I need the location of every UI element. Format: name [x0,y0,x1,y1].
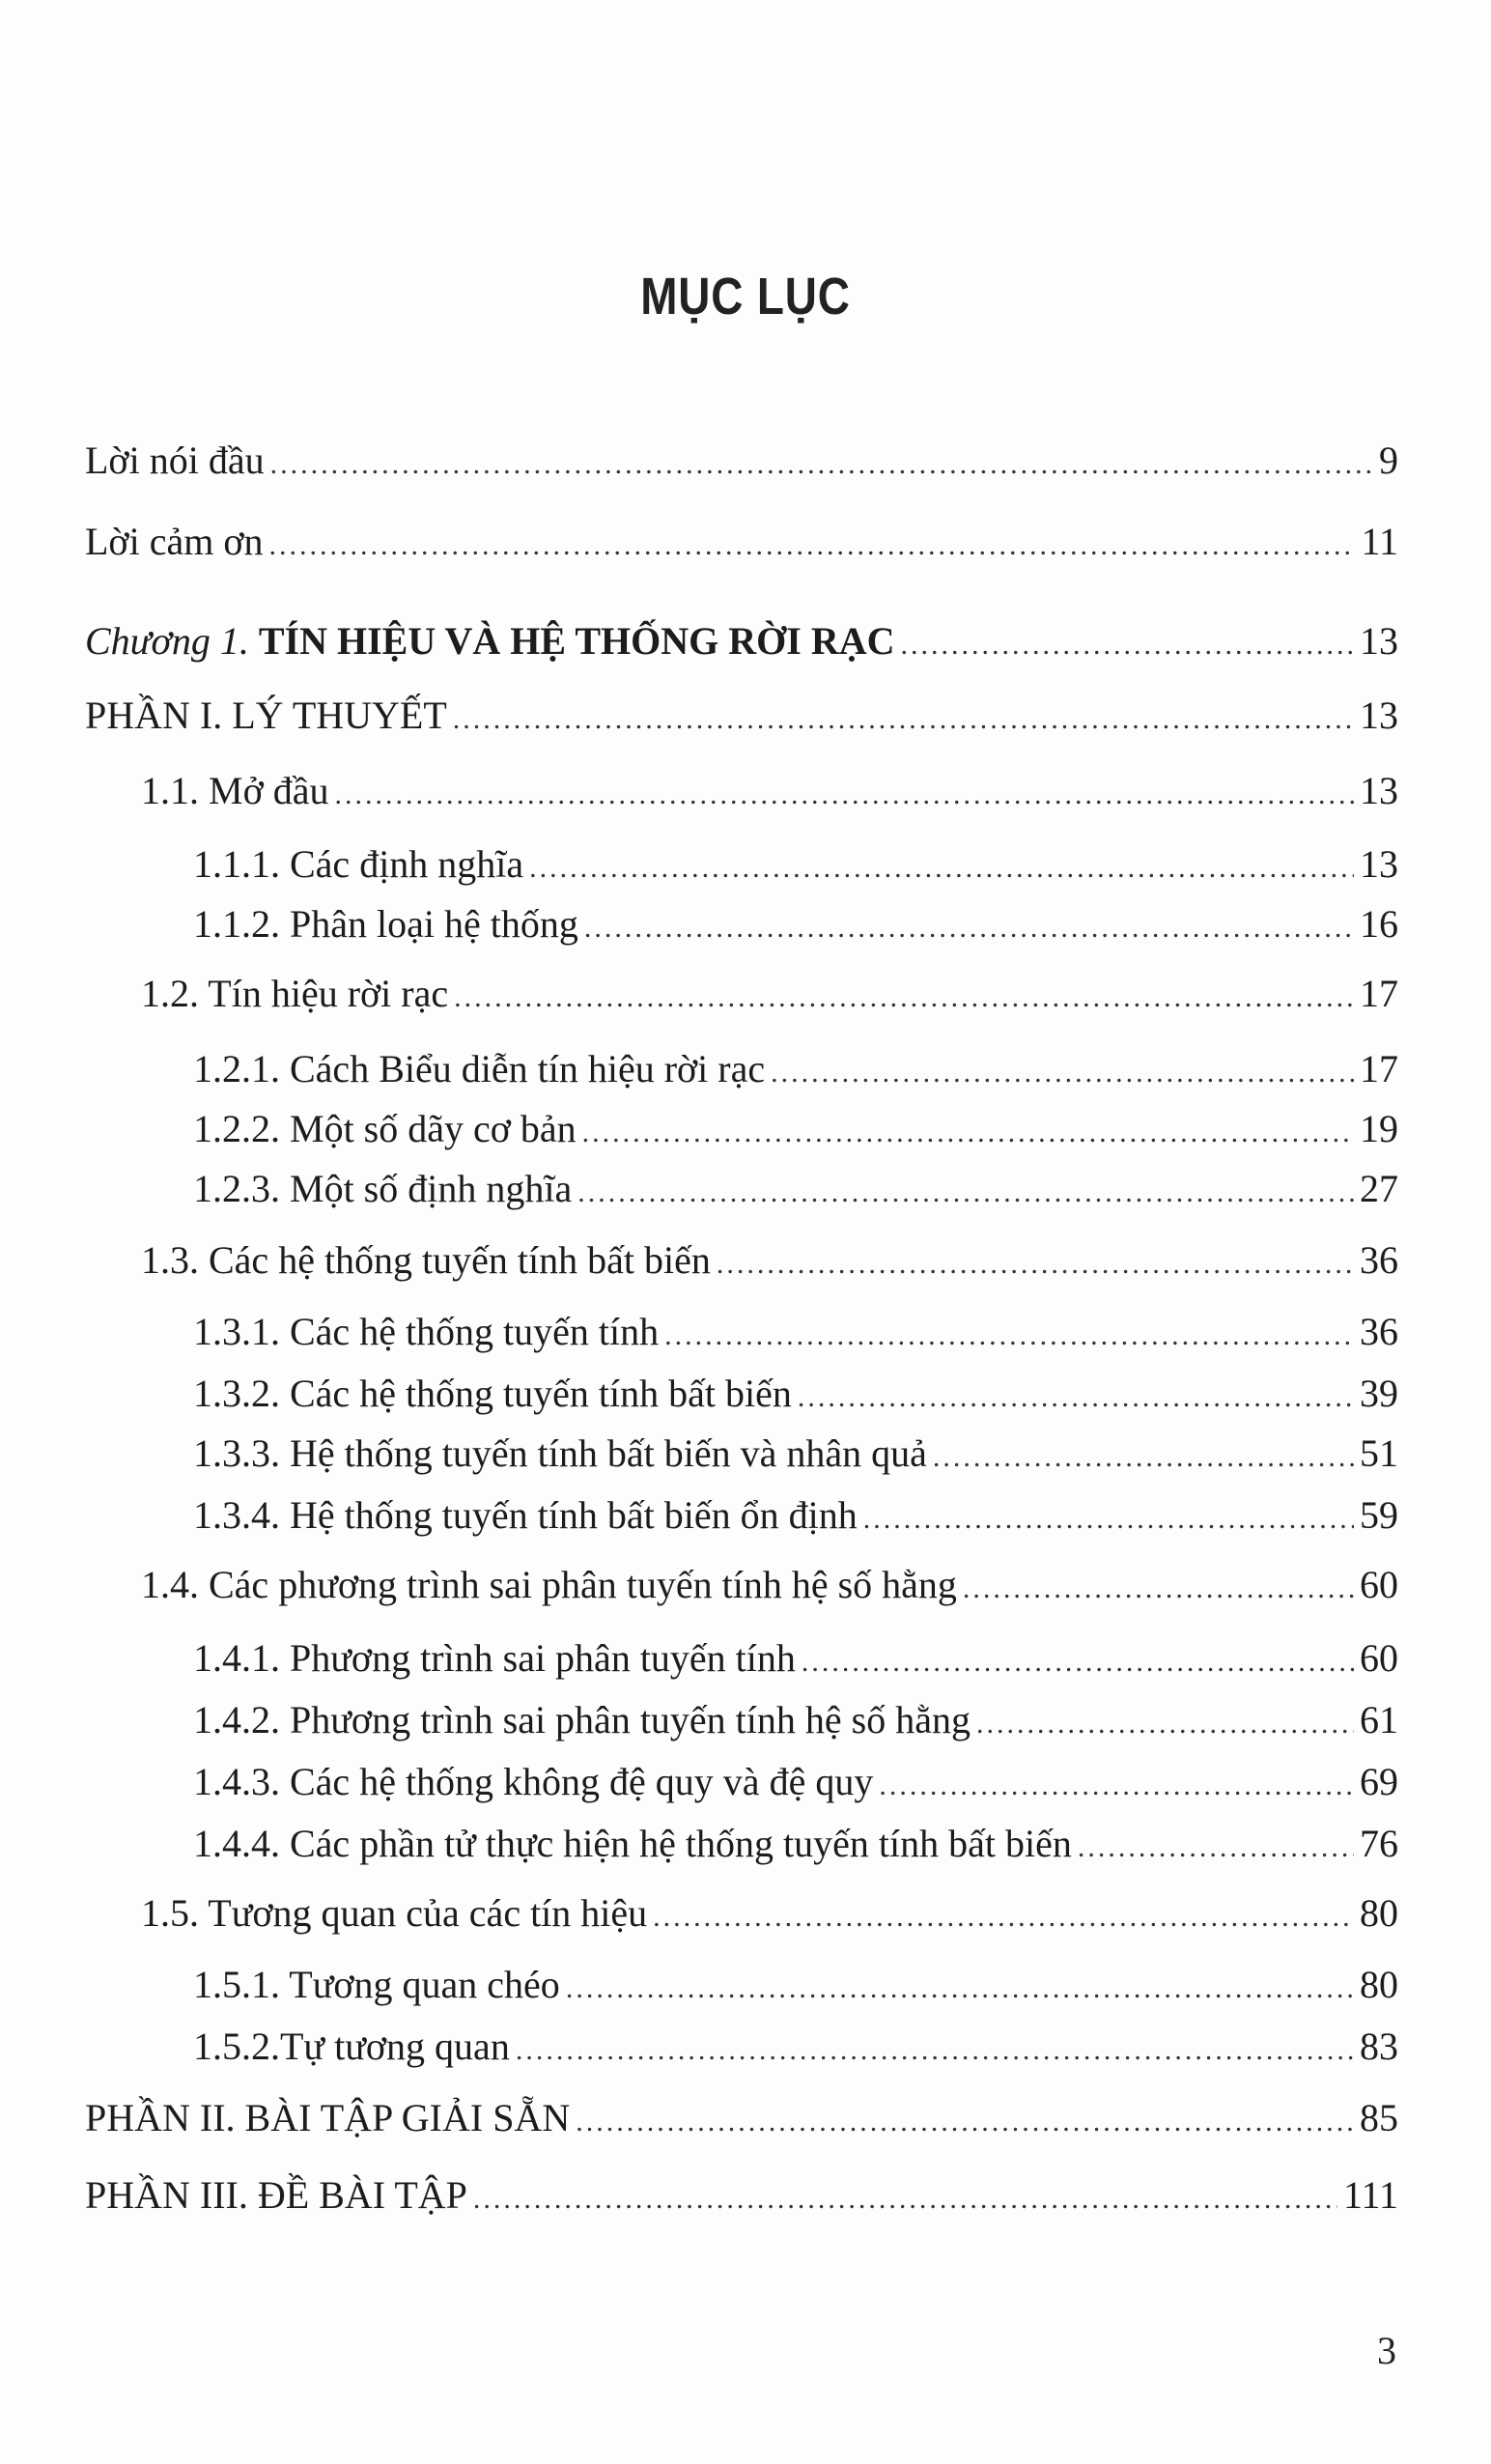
toc-page-number: 13 [1360,694,1398,737]
toc-entry [0,1557,1491,1613]
toc-label: 1.3.3. Hệ thống tuyến tính bất biến và nhân quả [193,1431,927,1475]
toc-label: Lời cảm ơn [85,520,264,563]
toc-entry [0,1957,1491,2013]
toc-page-number: 19 [1360,1107,1398,1150]
toc-page-number: 76 [1360,1822,1398,1865]
toc-entry [0,836,1491,892]
toc-entry [0,1630,1491,1686]
toc-page-number: 51 [1360,1431,1398,1475]
toc-page-number: 60 [1360,1636,1398,1680]
toc-label: 1.1.2. Phân loại hệ thống [193,902,578,946]
toc-label: 1.1. Mở đầu [141,769,329,812]
toc-entry [0,1426,1491,1482]
toc-label: PHẦN II. BÀI TẬP GIẢI SẴN [85,2096,571,2139]
toc-page-number: 17 [1360,1047,1398,1090]
toc-page-number: 27 [1360,1167,1398,1210]
toc-page-number: 17 [1360,972,1398,1015]
toc-page-number: 39 [1360,1372,1398,1415]
toc-label: 1.4.4. Các phần tử thực hiện hệ thống tuyến tính bất biến [193,1822,1072,1865]
toc-page-number: 111 [1342,2173,1398,2217]
toc-label: PHẦN III. ĐỀ BÀI TẬP [85,2173,467,2217]
chapter-prefix: Chương 1. [85,619,249,663]
toc-page-number: 83 [1360,2025,1398,2068]
toc-label: Lời nói đầu [85,439,265,482]
toc-page-number: 16 [1360,902,1398,946]
page-title: MỤC LỤC [640,268,851,326]
toc-label: 1.3. Các hệ thống tuyến tính bất biến [141,1238,711,1282]
toc-entry [0,1304,1491,1360]
toc-label: 1.5.2.Tự tương quan [193,2025,510,2068]
toc-entry [0,2019,1491,2075]
toc-page-number: 9 [1379,439,1398,482]
toc-page-number: 13 [1360,619,1398,663]
toc-entry [0,966,1491,1022]
toc-entry [0,1487,1491,1544]
toc-page-number: 59 [1360,1493,1398,1537]
toc-label: 1.2.1. Cách Biểu diễn tín hiệu rời rạc [193,1047,766,1090]
toc-entry [0,433,1491,489]
toc-label: 1.2. Tín hiệu rời rạc [141,972,449,1015]
toc-entry [0,688,1491,744]
toc-entry [0,514,1491,570]
toc-entry [0,1754,1491,1810]
toc-page-number: 69 [1360,1760,1398,1803]
toc-page-number: 13 [1360,769,1398,812]
toc-label: 1.4.2. Phương trình sai phân tuyến tính hệ số hằng [193,1698,971,1742]
toc-entry [0,1692,1491,1748]
toc-label: 1.5. Tương quan của các tín hiệu [141,1891,648,1935]
toc-entry [0,1885,1491,1941]
toc-label: 1.3.1. Các hệ thống tuyến tính [193,1310,660,1353]
toc-label: 1.4.3. Các hệ thống không đệ quy và đệ quy [193,1760,874,1803]
toc-page-number: 61 [1360,1698,1398,1742]
toc-entry [0,1232,1491,1289]
toc-entry [0,2090,1491,2146]
toc-entry [0,1161,1491,1217]
toc-page-number: 11 [1361,520,1398,563]
toc-page-number: 85 [1360,2096,1398,2139]
toc-label: 1.3.4. Hệ thống tuyến tính bất biến ổn định [193,1493,858,1537]
toc-entry [0,763,1491,819]
toc-entry [0,2167,1491,2223]
toc-page-number: 80 [1360,1891,1398,1935]
toc-label: 1.2.2. Một số dãy cơ bản [193,1107,577,1150]
toc-entry [0,1041,1491,1097]
toc-page-number: 36 [1360,1238,1398,1282]
toc-label: 1.2.3. Một số định nghĩa [193,1167,573,1210]
toc-label: 1.3.2. Các hệ thống tuyến tính bất biến [193,1372,792,1415]
toc-page-number: 36 [1360,1310,1398,1353]
toc-entry [0,1816,1491,1872]
toc-label: 1.1.1. Các định nghĩa [193,842,524,886]
page-number: 3 [1377,2329,1396,2372]
toc-page-number: 80 [1360,1963,1398,2006]
toc-label: 1.4.1. Phương trình sai phân tuyến tính [193,1636,796,1680]
toc-label: 1.5.1. Tương quan chéo [193,1963,560,2006]
toc-label: PHẦN I. LÝ THUYẾT [85,694,447,737]
toc-entry [0,1366,1491,1422]
toc-page-number: 60 [1360,1563,1398,1606]
toc-page-number: 13 [1360,842,1398,886]
toc-label: 1.4. Các phương trình sai phân tuyến tính hệ số hằng [141,1563,957,1606]
toc-entry-chapter [0,613,1491,669]
toc-entry [0,896,1491,952]
toc-entry [0,1101,1491,1157]
chapter-title: TÍN HIỆU VÀ HỆ THỐNG RỜI RẠC [258,619,895,663]
